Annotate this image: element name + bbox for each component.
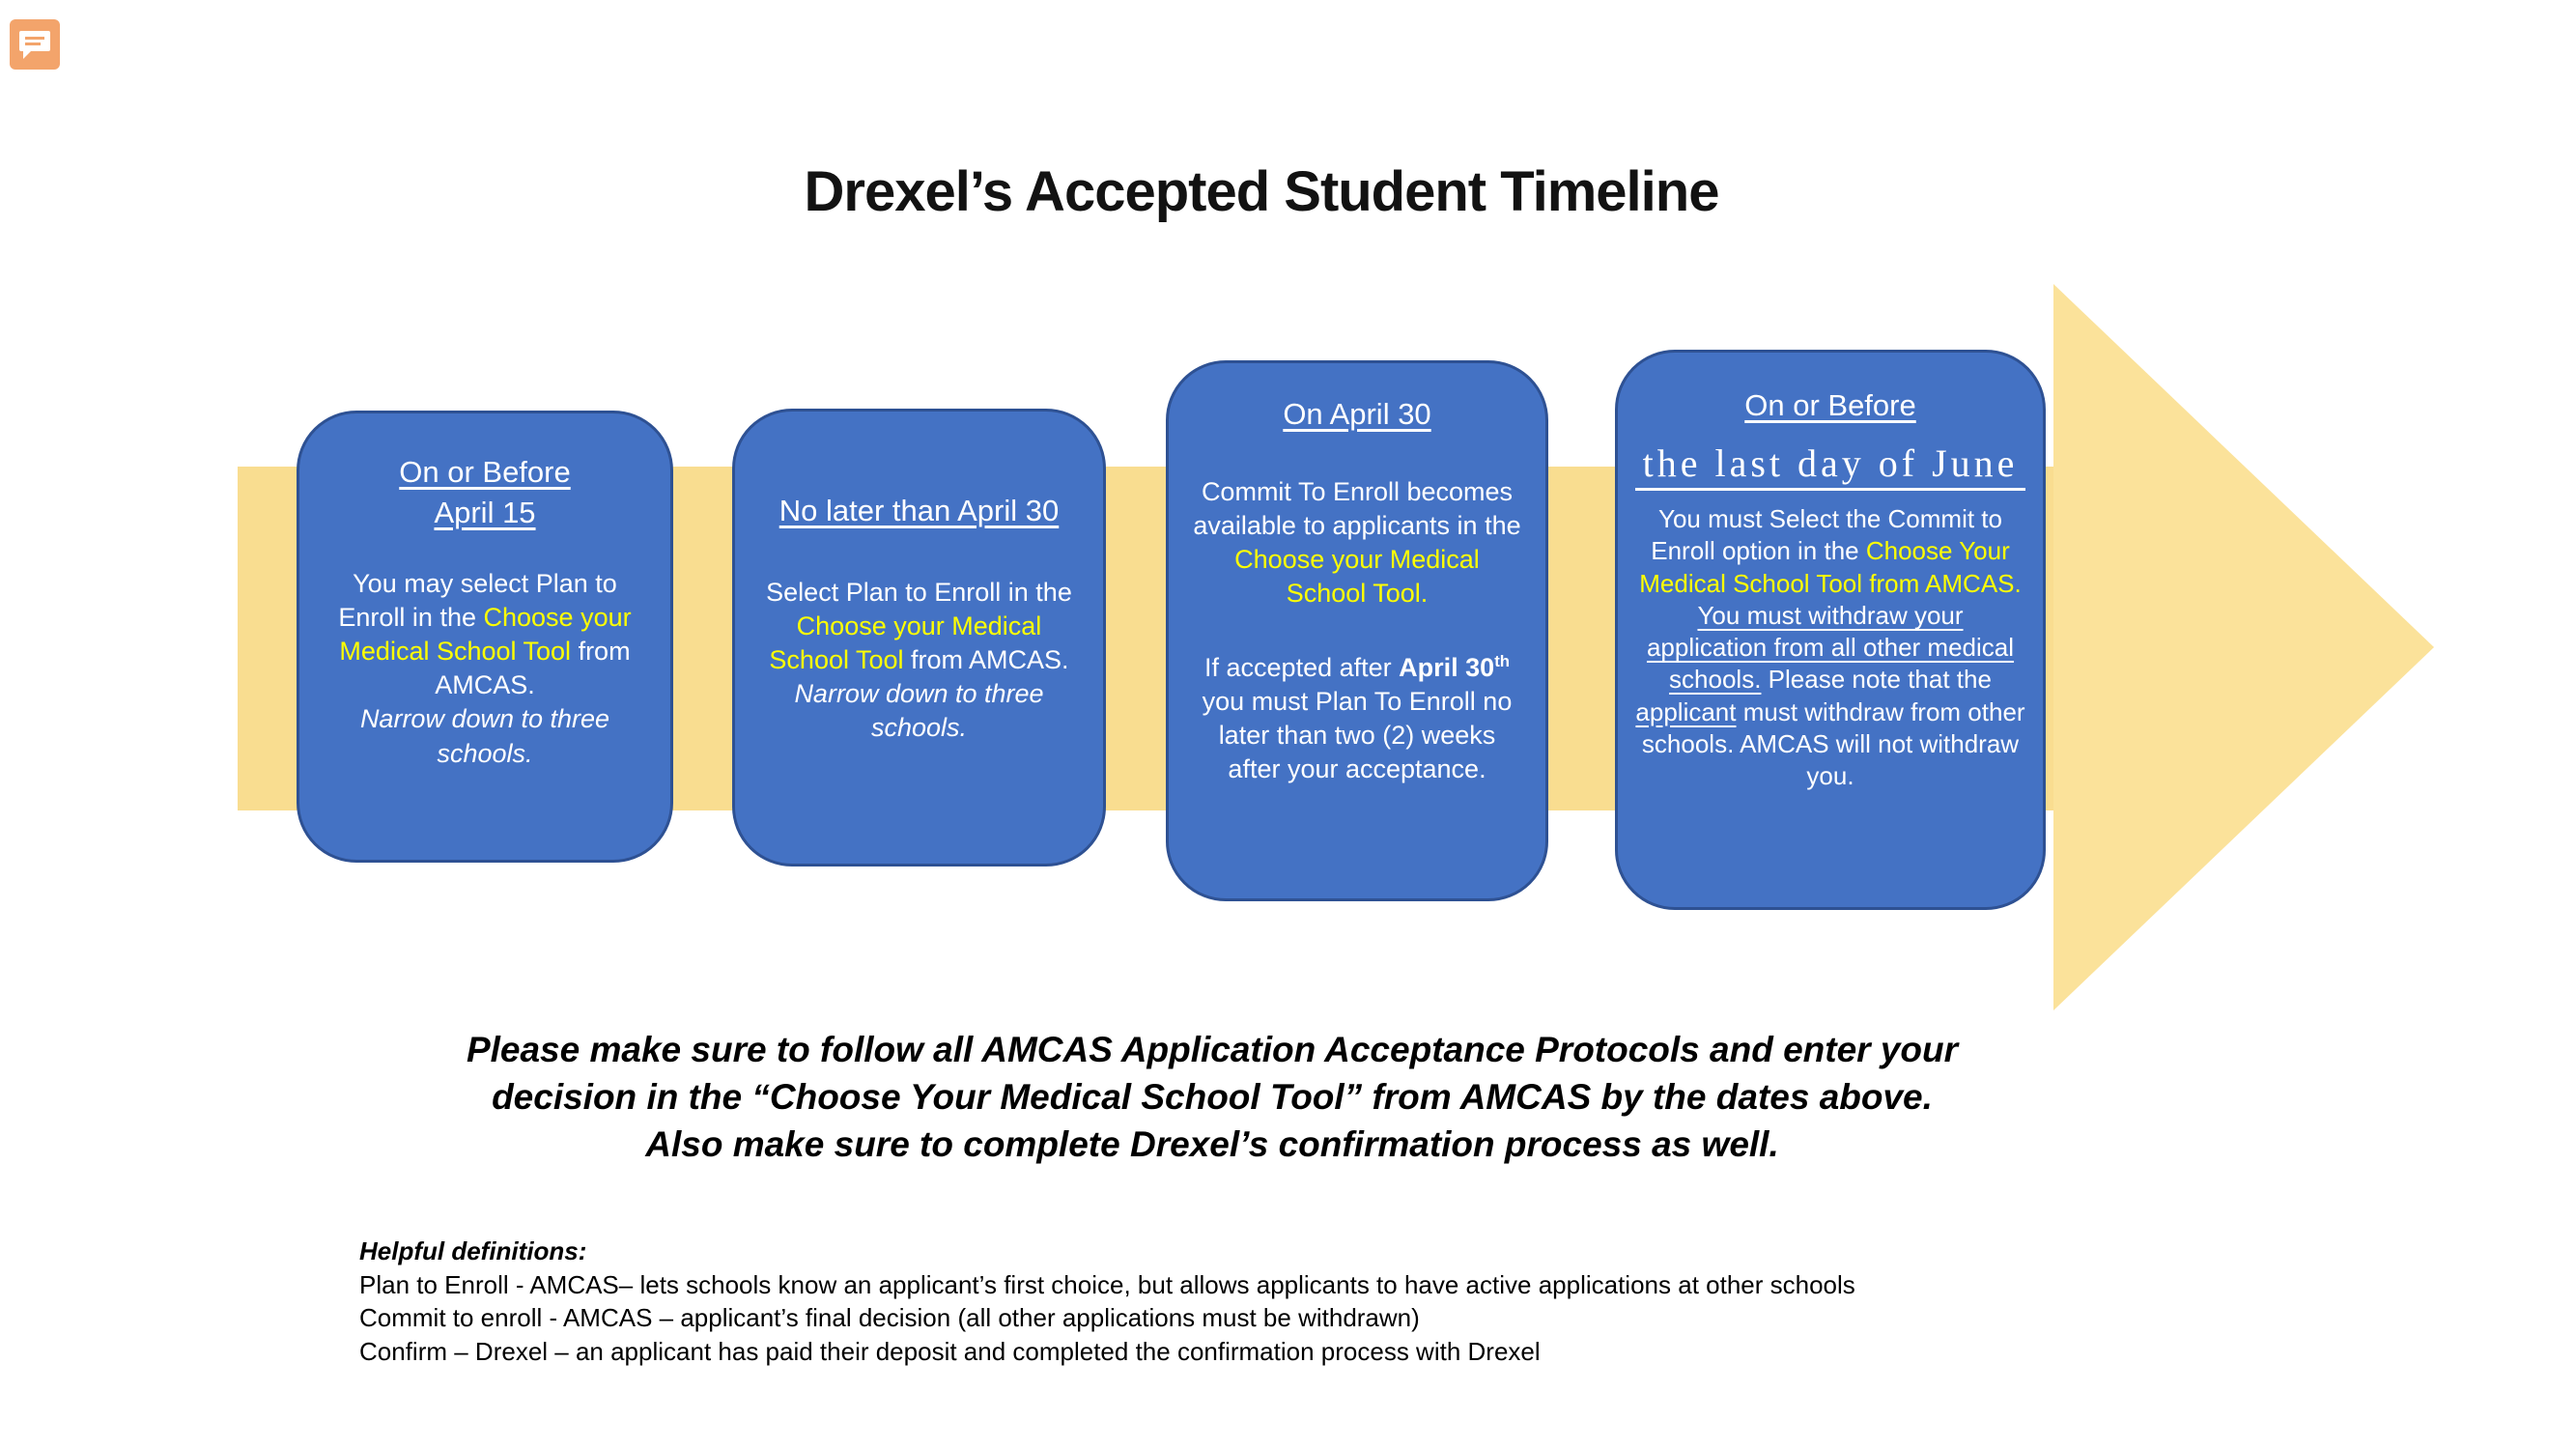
step-4-body (1634, 503, 2026, 792)
step-4-highlight: Choose Your Medical School Tool from AMCAS. (1639, 536, 2022, 598)
step-3-heading (1192, 394, 1522, 435)
protocol-notice-line3: Also make sure to complete Drexel’s confirmation process as well. (645, 1124, 1779, 1165)
protocol-notice-line2: decision in the “Choose Your Medical School Tool” from AMCAS by the dates above. (492, 1077, 1933, 1118)
step-3-heading-line1: On April 30 (1283, 397, 1431, 431)
step-1-text: You may select Plan to Enroll in the (338, 569, 617, 633)
protocol-notice (164, 1026, 2260, 1169)
step-4-text: You must Select the Commit to Enroll option in the (1651, 504, 2002, 566)
step-4-underlined-word: applicant (1635, 696, 1737, 726)
step-3-paragraph-1 (1192, 475, 1522, 611)
step-4-heading-line1: On or Before (1744, 388, 1916, 422)
step-4-text: Please note that the (1761, 665, 1992, 695)
definition-commit-to-enroll: Commit to enroll - AMCAS – applicant’s final decision (all other applications must be withdrawn) (359, 1303, 1420, 1333)
step-1-note: Narrow down to three schools. (359, 704, 610, 768)
timeline-step-2 (732, 409, 1106, 867)
step-3-text: you must Plan To Enroll no later than two (2) weeks after your acceptance. (1202, 687, 1513, 784)
step-3-highlight: Choose your Medical School Tool. (1234, 544, 1480, 608)
step-1-heading-line2: April 15 (434, 495, 536, 529)
step-3-text: Commit To Enroll becomes available to applicants in the (1193, 476, 1521, 540)
definitions-heading: Helpful definitions: (359, 1236, 587, 1265)
step-3-paragraph-2 (1192, 651, 1522, 786)
step-4-heading-line2: the last day of June (1635, 441, 2026, 491)
step-3-bold-date: April 30 (1399, 652, 1495, 682)
step-1-heading-line1: On or Before (399, 455, 571, 489)
definition-confirm: Confirm – Drexel – an applicant has paid their deposit and completed the confirmation process with Drexel (359, 1336, 1541, 1366)
step-4-text: must withdraw from other schools. AMCAS will not withdraw you. (1641, 696, 2025, 791)
step-2-heading-line1: No later than April 30 (778, 494, 1060, 527)
step-2-heading (756, 491, 1082, 531)
step-1-heading (325, 452, 645, 532)
definition-plan-to-enroll: Plan to Enroll - AMCAS– lets schools know an applicant’s first choice, but allows applicants to have active applications at other schools (359, 1269, 1855, 1299)
step-2-text: Select Plan to Enroll in the (766, 577, 1072, 607)
timeline-arrowhead (2053, 284, 2434, 1010)
timeline-step-4 (1615, 350, 2046, 910)
bubble-text-line (25, 37, 44, 40)
step-2-highlight: Choose your Medical School Tool (769, 611, 1042, 674)
step-4-heading-line2-wrap (1634, 438, 2026, 490)
step-1-highlight: Choose your Medical School Tool (339, 603, 632, 667)
step-4-underlined-warning: You must withdraw your application from all other medical schools. (1646, 600, 2015, 695)
definitions-section (359, 1235, 1855, 1368)
step-2-note: Narrow down to three schools. (794, 678, 1044, 742)
page-title: Drexel’s Accepted Student Timeline (804, 160, 1719, 223)
speech-bubble-icon (19, 31, 50, 51)
step-4-heading (1634, 385, 2026, 489)
timeline-step-1 (297, 411, 673, 863)
comment-annotation-icon[interactable] (10, 19, 60, 70)
timeline-step-3 (1166, 360, 1548, 901)
step-1-text: from AMCAS. (435, 637, 631, 700)
step-3-text: If accepted after (1204, 652, 1400, 682)
step-3-superscript: th (1494, 651, 1510, 670)
step-1-body (325, 567, 645, 771)
step-2-text: from AMCAS. (903, 644, 1069, 674)
protocol-notice-line1: Please make sure to follow all AMCAS Application Acceptance Protocols and enter your (466, 1030, 1959, 1069)
bubble-text-line (25, 43, 41, 45)
step-2-body (756, 576, 1082, 745)
